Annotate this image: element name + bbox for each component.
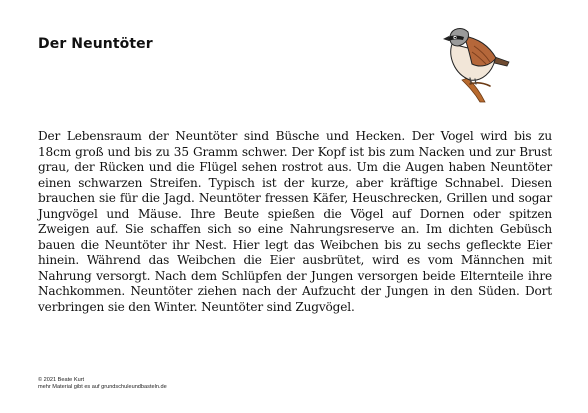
copyright-text: © 2021 Beate Kurt (38, 377, 85, 383)
more-material-text: mehr Material gibt es auf grundschuleundbasteln.de (38, 384, 167, 390)
footer (38, 377, 167, 391)
page-title: Der Neuntöter (38, 36, 153, 52)
body-paragraph: Der Lebensraum der Neuntöter sind Büsche und Hecken. Der Vogel wird bis zu 18cm groß und bis zu 35 Gramm schwer. Der Kopf ist bis zum Nacken und zur Brust grau, der Rücken und die Flügel sehen rostrot aus. Um die Augen haben Neuntöter einen schwarzen Streifen. Typisch ist der kurze, aber kräftige Schnabel. Diesen brauchen sie für die Jagd. Neuntöter fressen Käfer, Heuschrecken, Grillen und sogar Jungvögel und Mäuse. Ihre Beute spießen die Vögel auf Dornen oder spitzen Zweigen auf. Sie schaffen sich so eine Nahrungsreserve an. Im dichten Gebüsch bauen die Neuntöter ihr Nest. Hier legt das Weibchen bis zu sechs gefleckte Eier hinein. Während das Weibchen die Eier ausbrütet, wird es vom Männchen mit Nahrung versorgt. Nach dem Schlüpfen der Jungen versorgen beide Elternteile ihre Nachkommen. Neuntöter ziehen nach der Aufzucht der Jungen in den Süden. Dort verbringen sie den Winter. Neuntöter sind Zugvögel. (38, 129, 552, 314)
shrike-bird-icon (440, 22, 510, 104)
